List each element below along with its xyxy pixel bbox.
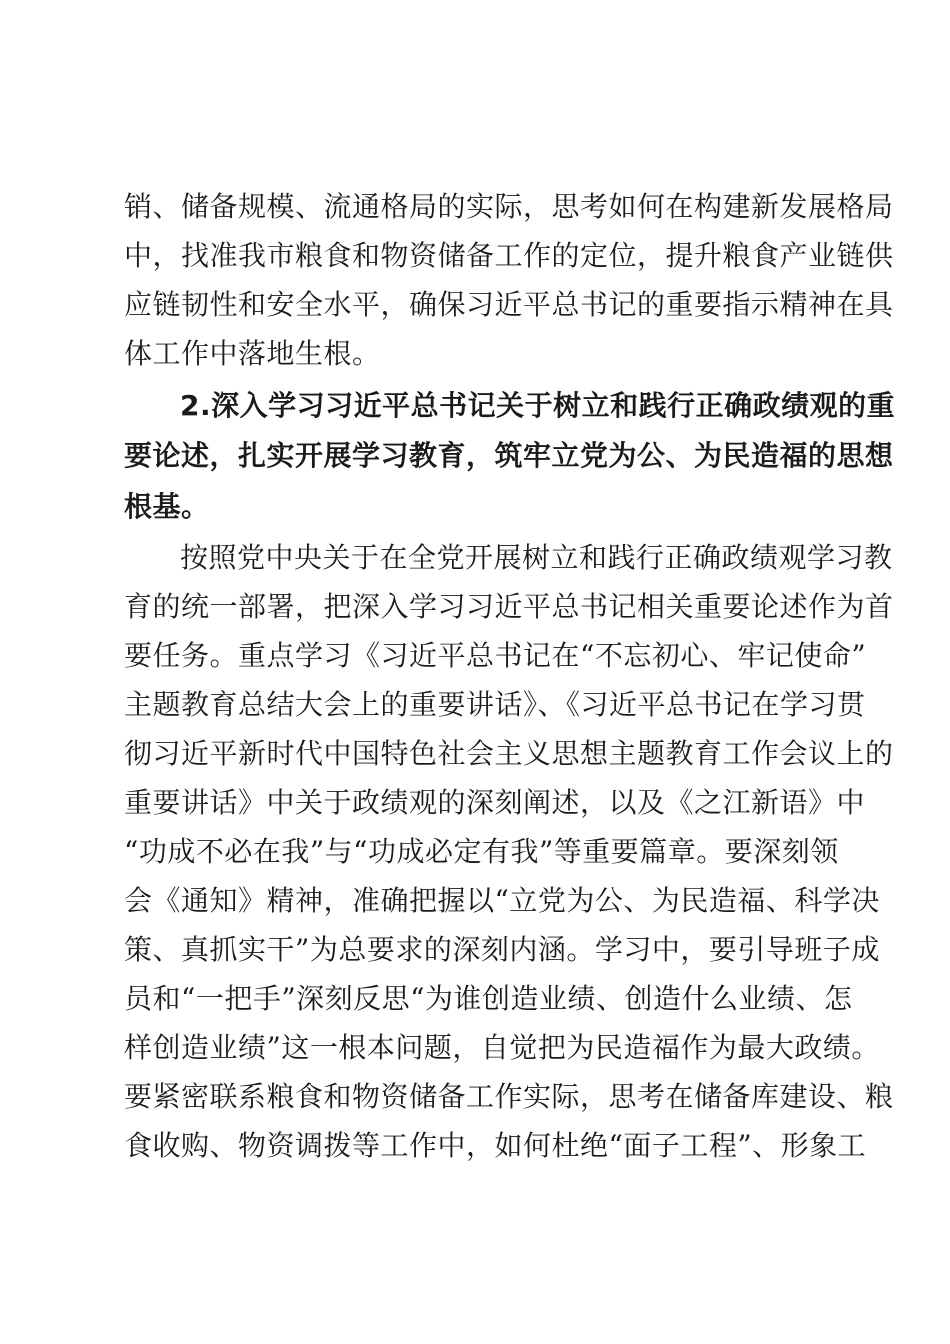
paragraph-line: “功成不必在我”与“功成必定有我”等重要篇章。要深刻领 bbox=[124, 835, 839, 868]
paragraph-line: 彻习近平新时代中国特色社会主义思想主题教育工作会议上的 bbox=[124, 737, 894, 770]
paragraph-line: 要任务。重点学习《习近平总书记在“不忘初心、牢记使命” bbox=[124, 639, 867, 672]
paragraph-line: 食收购、物资调拨等工作中，如何杜绝“面子工程”、形象工 bbox=[124, 1129, 867, 1162]
paragraph-line: 重要讲话》中关于政绩观的深刻阐述，以及《之江新语》中 bbox=[124, 786, 866, 819]
paragraph-line: 应链韧性和安全水平，确保习近平总书记的重要指示精神在具 bbox=[124, 288, 894, 321]
paragraph-line: 按照党中央关于在全党开展树立和践行正确政绩观学习教 bbox=[180, 541, 893, 574]
section-heading-line: 根基。 bbox=[124, 490, 210, 523]
section-heading-line: 要论述，扎实开展学习教育，筑牢立党为公、为民造福的思想 bbox=[124, 439, 894, 472]
paragraph-line: 样创造业绩”这一根本问题，自觉把为民造福作为最大政绩。 bbox=[124, 1031, 880, 1064]
paragraph-line: 体工作中落地生根。 bbox=[124, 337, 381, 370]
paragraph-line: 主题教育总结大会上的重要讲话》、《习近平总书记在学习贯 bbox=[124, 688, 866, 721]
paragraph-line: 育的统一部署，把深入学习习近平总书记相关重要论述作为首 bbox=[124, 590, 894, 623]
paragraph-line: 销、储备规模、流通格局的实际，思考如何在构建新发展格局 bbox=[124, 190, 894, 223]
paragraph-line: 要紧密联系粮食和物资储备工作实际，思考在储备库建设、粮 bbox=[124, 1080, 894, 1113]
paragraph-line: 策、真抓实干”为总要求的深刻内涵。学习中，要引导班子成 bbox=[124, 933, 880, 966]
paragraph-line: 中，找准我市粮食和物资储备工作的定位，提升粮食产业链供 bbox=[124, 239, 894, 272]
section-heading-line: 2.深入学习习近平总书记关于树立和践行正确政绩观的重 bbox=[180, 389, 896, 422]
paragraph-line: 员和“一把手”深刻反思“为谁创造业绩、创造什么业绩、怎 bbox=[124, 982, 853, 1015]
paragraph-line: 会《通知》精神，准确把握以“立党为公、为民造福、科学决 bbox=[124, 884, 880, 917]
